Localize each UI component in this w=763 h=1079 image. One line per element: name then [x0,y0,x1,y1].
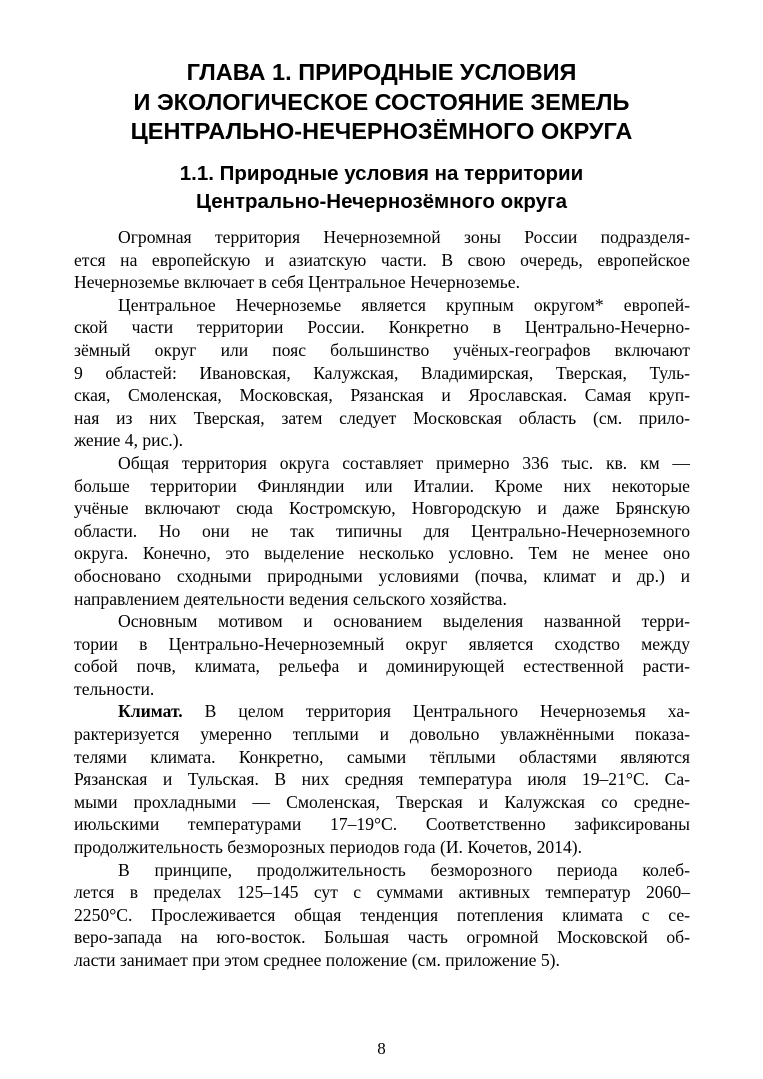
text-line: округа. Конечно, это выделение несколько условно. Тем не менее оно [74,543,690,564]
text-line: тельности. [74,678,155,699]
paragraph-2 [74,294,690,452]
text-line: тории в Центрально-Нечерноземный округ является сходство между [74,633,690,654]
section-title [60,160,703,216]
text-line: собой почв, климата, рельефа и доминирующей естественной расти- [74,656,690,677]
text-line: ская, Смоленская, Московская, Рязанская и Ярославская. Самая круп- [74,385,690,406]
paragraph-3 [74,452,690,610]
text-line: зёмный округ или пояс большинство учёных-географов включают [74,339,690,360]
text-line: обосновано сходными природными условиями (почва, климат и др.) и [74,565,690,586]
chapter-title-line: ГЛАВА 1. ПРИРОДНЫЕ УСЛОВИЯ [186,59,577,85]
body-text [74,226,690,972]
section-title-line: Центрально-Нечернозёмного округа [195,190,567,213]
chapter-title-line: И ЭКОЛОГИЧЕСКОЕ СОСТОЯНИЕ ЗЕМЕЛЬ [133,88,630,115]
text-line: Нечерноземье включает в себя Центральное Нечерноземье. [74,272,520,293]
text-line: телями климата. Конкретно, самыми тёплыми областями являются [74,746,690,767]
text-line: направлением деятельности ведения сельского хозяйства. [74,588,507,609]
page-number: 8 [377,1039,386,1058]
text-line: Огромная территория Нечерноземной зоны России подразделя- [118,227,690,247]
text-line: ской части территории России. Конкретно в Центрально-Нечерно- [74,317,690,338]
text-line: ная из них Тверская, затем следует Московская область (см. прило- [74,407,690,428]
paragraph-1 [74,226,690,294]
text-line: В принципе, продолжительность безморозного периода колеб- [118,859,690,880]
text-line: 9 областей: Ивановская, Калужская, Владимирская, Тверская, Туль- [74,362,690,383]
chapter-title-line: ЦЕНТРАЛЬНО-НЕЧЕРНОЗЁМНОГО ОКРУГА [130,118,633,144]
text-line-rest: В целом территория Центрального Нечерноземья ха- [182,701,690,722]
text-line: июльскими температурами 17–19°С. Соответственно зафиксированы [74,814,690,835]
text-line: учёные включают сюда Костромскую, Новгородскую и даже Брянскую [74,498,690,519]
text-line: Основным мотивом и основанием выделения названной терри- [118,611,690,632]
text-line: мыми прохладными — Смоленская, Тверская и Калужская со средне- [74,791,690,812]
text-line: Общая территория округа составляет примерно 336 тыс. кв. км — [118,452,690,473]
paragraph-6 [74,859,690,972]
text-line: рактеризуется умеренно теплыми и довольно увлажнёнными показа- [74,724,690,745]
text-line: ется на европейскую и азиатскую части. В свою очередь, европейское [74,249,690,270]
text-line: жение 4, рис.). [74,430,184,451]
text-line: продолжительность безморозных периодов года (И. Кочетов, 2014). [74,837,583,858]
text-line: больше территории Финляндии или Италии. Кроме них некоторые [74,475,690,496]
text-line: веро-запада на юго-восток. Большая часть огромной Московской об- [74,927,690,948]
text-line [74,700,690,723]
text-line: ласти занимает при этом среднее положение (см. приложение 5). [74,950,560,970]
text-line: Центральное Нечерноземье является крупным округом* европей- [118,294,690,315]
text-line: Рязанская и Тульская. В них средняя температура июля 19–21°С. Са- [74,769,690,790]
section-title-line: 1.1. Природные условия на территории [179,162,584,185]
paragraph-4 [74,610,690,700]
chapter-title [60,58,703,147]
climate-lead-term: Климат. [118,701,183,722]
text-line: 2250°С. Прослеживается общая тенденция потепления климата с се- [74,904,690,925]
text-line: области. Но они не так типичны для Центрально-Нечерноземного [74,520,690,541]
text-line: лется в пределах 125–145 сут с суммами активных температур 2060– [74,882,690,903]
paragraph-climate [74,700,690,858]
